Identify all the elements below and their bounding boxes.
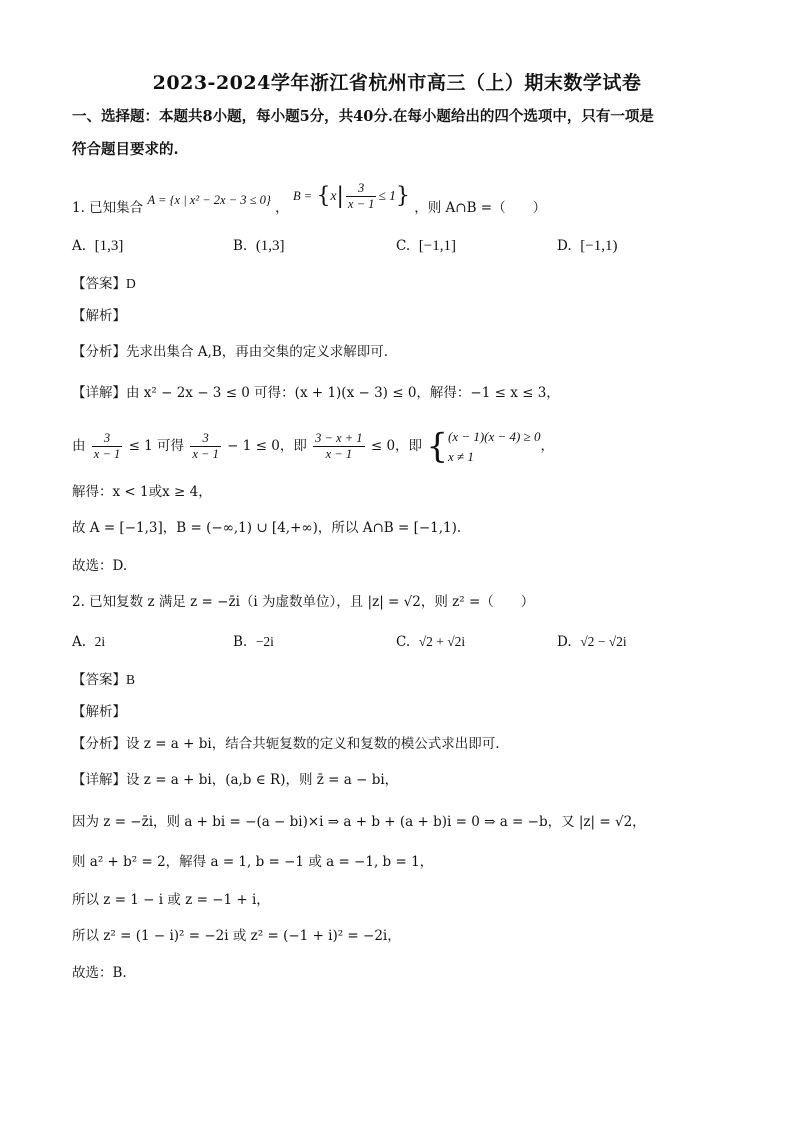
- q1-option-letter: A.: [72, 238, 87, 254]
- q2-stem: 2. 已知复数 z 满足 z = −z̄i（i 为虚数单位），且 |z| = √2，则 z² =（ ）: [72, 594, 535, 610]
- q1-option-letter: B.: [233, 238, 248, 254]
- frac-num: 3 − x + 1: [315, 431, 363, 445]
- q1-option-text: (1,3]: [255, 238, 285, 254]
- q1-option-text: [1,3]: [94, 238, 124, 254]
- system-line-1: (x − 1)(x − 4) ≥ 0: [447, 428, 541, 444]
- q1-set-b-tail: ≤ 1: [378, 188, 396, 203]
- q1-choice: 故选：D.: [72, 558, 128, 574]
- q2-option-b: [233, 634, 274, 650]
- q2-option-letter: B.: [233, 634, 248, 650]
- q2-choice: 故选：B.: [72, 965, 127, 981]
- system-line-2: x ≠ 1: [447, 448, 474, 464]
- q1-option-d: [557, 238, 617, 255]
- frac-den: x − 1: [93, 447, 121, 461]
- fenxi-label: 【分析】: [72, 344, 126, 360]
- q2-detail-5: 所以 z² = (1 − i)² = −2i 或 z² = (−1 + i)² = −2i，: [72, 928, 401, 944]
- q1-option-letter: C.: [396, 238, 411, 254]
- fenxi-label: 【分析】: [72, 736, 126, 752]
- q1-set-a: A = {x | x² − 2x − 3 ≤ 0}: [147, 193, 271, 207]
- page-title: 2023-2024学年浙江省杭州市高三（上）期末数学试卷: [152, 72, 642, 94]
- q2-option-text: 2i: [94, 634, 106, 649]
- detail-label: 【详解】: [72, 772, 126, 788]
- q1-detail-2: 由 $\frac{3}{x - 1}$ ≤ 1 可得 $\frac{3}{x - 1}$ − 1 ≤ 0，即 $\frac{3 - x + 1}{x - 1}$ ≤ 0，即 { (x − 1)(x − 4) ≥ 0 x ≠ 1 ，: [72, 426, 555, 467]
- frac-den: x − 1: [192, 447, 219, 461]
- q1-prefix: 1. 已知集合: [72, 200, 144, 216]
- q2-detail-3: 则 a² + b² = 2，解得 a = 1, b = −1 或 a = −1, b = 1，: [72, 854, 434, 870]
- q2-analysis-label: 【解析】: [72, 704, 126, 720]
- detail-text: 设 z = a + bi，(a,b ∈ R)，则 z̄ = a − bi，: [126, 772, 399, 788]
- answer-label: 【答案】: [72, 276, 126, 292]
- section-heading-line1: 一、选择题：本题共8小题，每小题5分，共40分.在每小题给出的四个选项中，只有一项是: [72, 108, 654, 125]
- q1-analysis-label: 【解析】: [72, 308, 126, 324]
- q1-option-text: [−1,1]: [418, 238, 456, 254]
- detail-2-c: − 1 ≤ 0，即: [227, 438, 307, 454]
- q1-set-b: {x| $\frac{3}{x - 1}$ ≤ 1}: [316, 181, 410, 211]
- detail-2-end: ，: [540, 438, 555, 454]
- q2-option-a: [72, 634, 105, 650]
- detail-2-b: ≤ 1 可得: [128, 438, 185, 454]
- section-heading-line2: 符合题目要求的.: [72, 141, 179, 158]
- q1-comma: ，: [275, 200, 289, 216]
- q2-answer: [72, 670, 734, 690]
- fenxi-text: 先求出集合 A,B，再由交集的定义求解即可.: [126, 344, 389, 360]
- q2-fenxi: [72, 734, 734, 754]
- q1-detail-4: 故 A = [−1,3]，B = (−∞,1) ∪ [4,+∞)，所以 A∩B = [−1,1).: [72, 520, 462, 536]
- q2-option-letter: A.: [72, 634, 87, 650]
- q1-option-b: [233, 238, 285, 255]
- q1-set-b-den: x − 1: [347, 197, 375, 211]
- q1-set-b-lead: B =: [292, 189, 313, 203]
- q2-option-text: √2 + √2i: [418, 634, 466, 649]
- detail-2-d: ≤ 0，即: [370, 438, 423, 454]
- q2-option-letter: D.: [557, 634, 572, 650]
- q2-option-letter: C.: [396, 634, 411, 650]
- q1-stem: [72, 181, 734, 230]
- q1-option-a: [72, 238, 123, 255]
- frac-den: x − 1: [325, 447, 353, 461]
- q1-detail-3: 解得：x < 1或x ≥ 4，: [72, 484, 212, 500]
- q1-option-c: [396, 238, 456, 255]
- answer-value: D: [126, 276, 136, 291]
- detail-text: 由 x² − 2x − 3 ≤ 0 可得：(x + 1)(x − 3) ≤ 0，解得：−1 ≤ x ≤ 3，: [126, 385, 560, 401]
- q2-option-d: [557, 634, 627, 650]
- q1-ask: ，则 A∩B =（ ）: [414, 200, 547, 216]
- q1-fenxi: [72, 342, 734, 362]
- q1-detail-1: [72, 383, 734, 403]
- detail-label: 【详解】: [72, 385, 126, 401]
- q2-option-text: √2 − √2i: [580, 634, 627, 649]
- answer-label: 【答案】: [72, 672, 126, 688]
- q2-detail-4: 所以 z = 1 − i 或 z = −1 + i，: [72, 892, 270, 908]
- q1-option-text: [−1,1): [580, 238, 618, 254]
- q2-detail-1: [72, 770, 734, 790]
- answer-value: B: [126, 672, 136, 687]
- q2-option-c: [396, 634, 465, 650]
- q2-option-text: −2i: [255, 634, 274, 649]
- q2-detail-2: 因为 z = −z̄i，则 a + bi = −(a − bi)×i ⇒ a + b + (a + b)i = 0 ⇒ a = −b，又 |z| = √2，: [72, 814, 646, 830]
- frac-num: 3: [92, 431, 122, 447]
- q1-answer: [72, 274, 734, 294]
- q1-set-b-num: 3: [346, 181, 376, 197]
- fenxi-text: 设 z = a + bi，结合共轭复数的定义和复数的模公式求出即可.: [126, 736, 500, 752]
- q1-option-letter: D.: [557, 238, 572, 254]
- frac-num: 3: [190, 431, 220, 447]
- detail-2-a: 由: [72, 438, 86, 454]
